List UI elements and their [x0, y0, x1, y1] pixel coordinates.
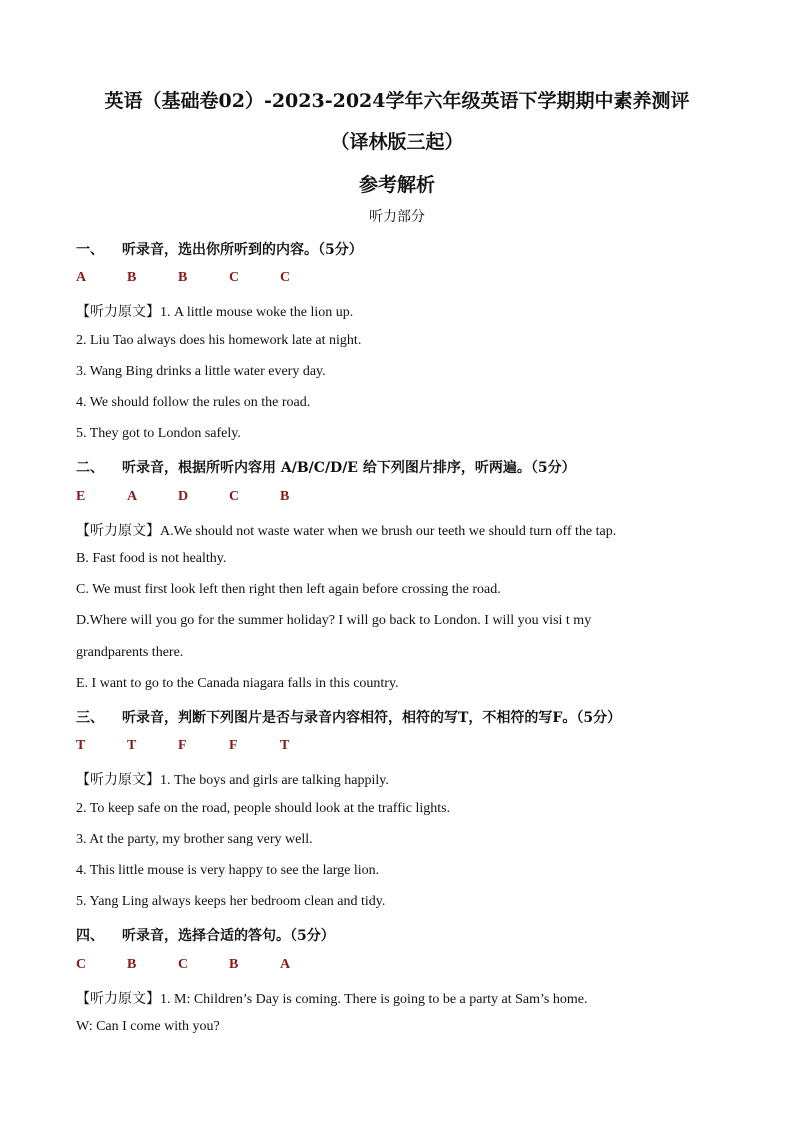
- transcript-line: W: Can I come with you?: [76, 1019, 220, 1034]
- transcript-line: 3. Wang Bing drinks a little water every day.: [76, 364, 326, 379]
- document-title: 英语（基础卷02）-2023-2024学年六年级英语下学期期中素养测评: [104, 90, 690, 112]
- answer-row: A B B C C: [76, 270, 291, 285]
- answer-row: T T F F T: [76, 738, 290, 753]
- transcript-line: 【听力原文】1. A little mouse woke the lion up.: [76, 304, 354, 320]
- section-heading: 四、 听录音，选择合适的答句。（5分）: [76, 928, 335, 944]
- transcript-line: 4. This little mouse is very happy to see the large lion.: [76, 863, 380, 878]
- transcript-line: 2. Liu Tao always does his homework late at night.: [76, 333, 362, 348]
- part-label: 听力部分: [369, 209, 425, 225]
- transcript-line: 【听力原文】1. M: Children’s Day is coming. There is going to be a party at Sam’s home.: [76, 991, 588, 1007]
- transcript-line: D.Where will you go for the summer holiday? I will go back to London. I will you visi t my: [76, 613, 592, 628]
- answer-row: C B C B A: [76, 957, 291, 972]
- transcript-line: B. Fast food is not healthy.: [76, 551, 227, 566]
- section-heading: 二、 听录音，根据所听内容用 A/B/C/D/E 给下列图片排序，听两遍。（5分）: [76, 460, 576, 476]
- transcript-line: 4. We should follow the rules on the road.: [76, 395, 311, 410]
- transcript-line: 5. They got to London safely.: [76, 426, 241, 441]
- section-heading: 一、 听录音，选出你所听到的内容。（5分）: [76, 242, 363, 258]
- answer-row: E A D C B: [76, 489, 290, 504]
- document-subtitle: （译林版三起）: [330, 131, 464, 153]
- transcript-line: 【听力原文】1. The boys and girls are talking happily.: [76, 772, 389, 788]
- transcript-line: 【听力原文】A.We should not waste water when we brush our teeth we should turn off the tap.: [76, 523, 617, 539]
- transcript-line: 3. At the party, my brother sang very well.: [76, 832, 313, 847]
- section-heading: 三、 听录音，判断下列图片是否与录音内容相符，相符的写T，不相符的写F。（5分）: [76, 710, 622, 726]
- transcript-line: 2. To keep safe on the road, people should look at the traffic lights.: [76, 801, 451, 816]
- transcript-line: 5. Yang Ling always keeps her bedroom clean and tidy.: [76, 894, 386, 909]
- transcript-line: grandparents there.: [76, 645, 184, 660]
- transcript-line: E. I want to go to the Canada niagara falls in this country.: [76, 676, 399, 691]
- transcript-line: C. We must first look left then right then left again before crossing the road.: [76, 582, 501, 597]
- answer-key-heading: 参考解析: [358, 174, 435, 196]
